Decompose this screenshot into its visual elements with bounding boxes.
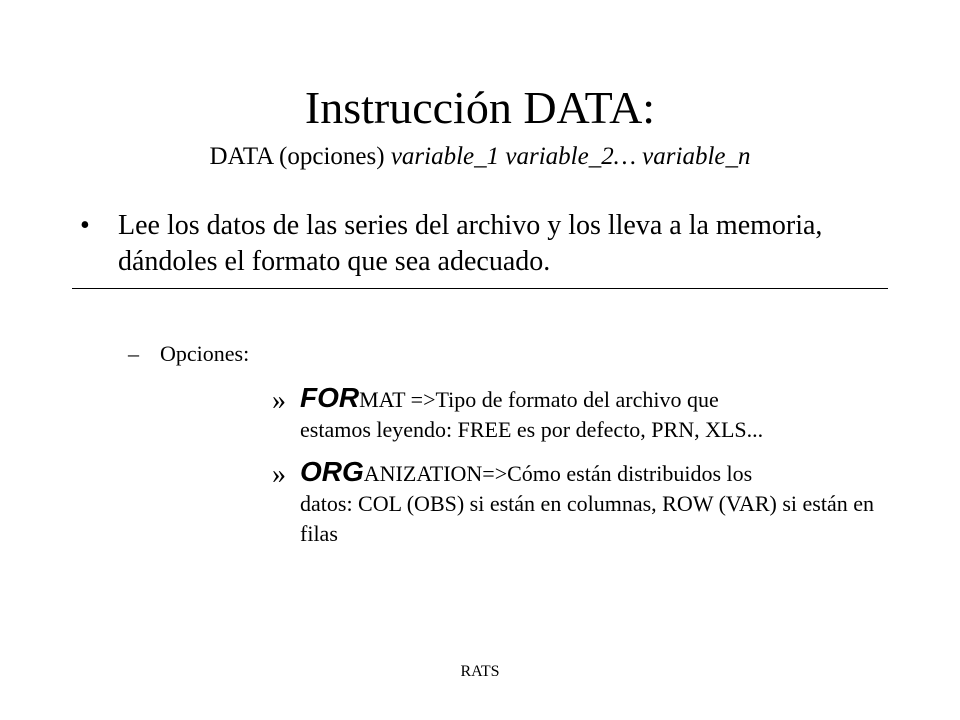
option-first-line: MAT =>Tipo de formato del archivo que <box>359 387 719 412</box>
main-bullet-text: Lee los datos de las series del archivo y los lleva a la memoria, dándoles el formato que sea adecuado. <box>118 210 823 277</box>
option-mark: » <box>272 385 286 416</box>
bullet-mark: • <box>80 210 90 241</box>
slide-title: Instrucción DATA: <box>304 82 656 133</box>
dash-mark: – <box>128 341 139 366</box>
divider-line <box>72 288 888 289</box>
options-label: Opciones: <box>160 341 250 366</box>
option-mark: » <box>272 459 286 490</box>
option-continuation: datos: COL (OBS) si están en columnas, ROW (VAR) si están en filas <box>300 491 874 546</box>
option-first-line: ANIZATION=>Cómo están distribuidos los <box>363 461 753 486</box>
option-body <box>300 458 900 549</box>
options-heading <box>128 340 249 368</box>
option-continuation: estamos leyendo: FREE es por defecto, PRN, XLS... <box>300 417 764 442</box>
subtitle-prefix: DATA (opciones) <box>209 143 391 170</box>
option-keyword: FOR <box>300 382 360 413</box>
subtitle-args: variable_1 variable_2… variable_n <box>390 143 751 170</box>
slide-subtitle <box>0 142 960 172</box>
option-body <box>300 384 900 445</box>
option-keyword: ORG <box>300 456 364 487</box>
slide-footer: RATS <box>460 663 500 680</box>
